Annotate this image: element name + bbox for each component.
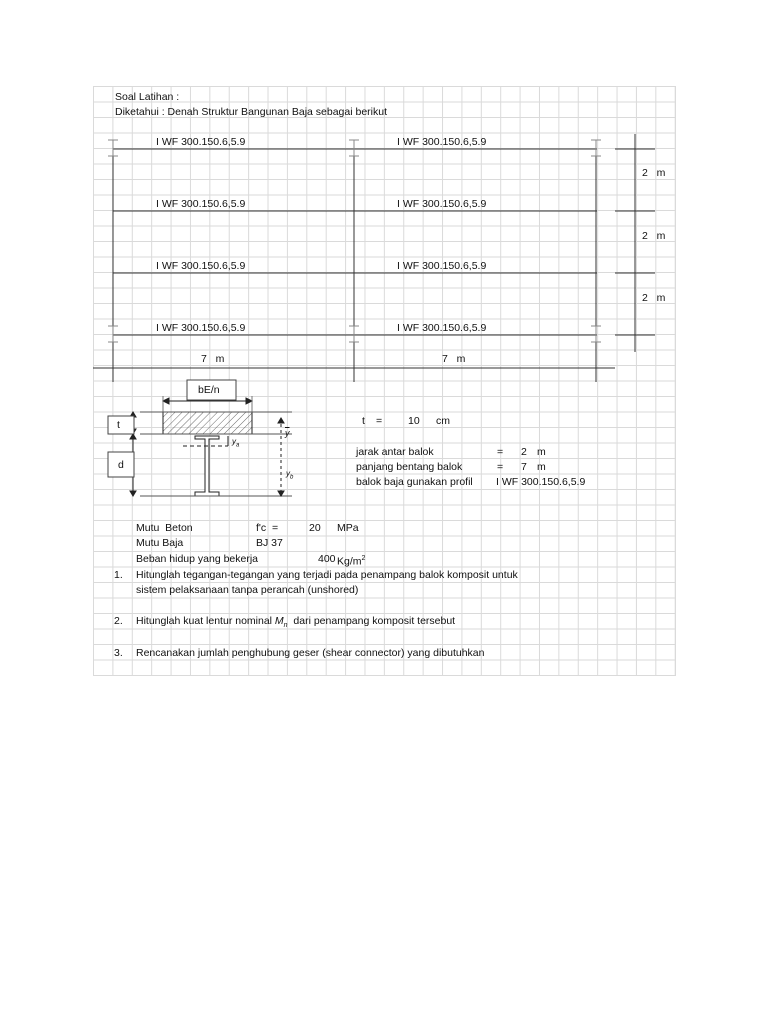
param-t-unit: cm: [436, 415, 450, 427]
spacing-label: 2 m: [642, 167, 666, 179]
beam-label: I WF 300.150.6,5.9: [156, 198, 246, 210]
concrete-slab: [163, 412, 252, 434]
spacing-label: 2 m: [642, 230, 666, 242]
column-marker: [591, 140, 601, 156]
param-name: panjang bentang balok: [356, 461, 463, 473]
effective-width-label: bE/n: [198, 384, 220, 396]
beam-label: I WF 300.150.6,5.9: [156, 260, 246, 272]
live-load-value: 400: [318, 553, 336, 565]
param-t-value: 10: [408, 415, 420, 427]
exercise-title: Soal Latihan :: [115, 91, 180, 103]
param-unit: m: [537, 446, 546, 458]
spacing-label: 2 m: [642, 292, 666, 304]
material-concrete-symbol: f'c =: [256, 522, 279, 534]
param-name: jarak antar balok: [356, 446, 434, 458]
yb-label: $y_b$: [286, 469, 294, 481]
column-marker: [349, 140, 359, 156]
slab-thickness-label: t: [117, 419, 120, 431]
question-text: Hitunglah kuat lentur nominal $M_n$ dari penampang komposit tersebut: [136, 615, 456, 630]
column-marker: [108, 140, 118, 156]
column-marker: [349, 326, 359, 342]
material-steel-value: BJ 37: [256, 537, 283, 549]
question-text: sistem pelaksanaan tanpa perancah (unshored): [136, 584, 359, 596]
span-label: 7 m: [442, 353, 466, 365]
profile-depth-label: d: [118, 459, 124, 471]
material-concrete-value: 20: [309, 522, 321, 534]
beam-label: I WF 300.150.6,5.9: [397, 136, 487, 148]
beam-label: I WF 300.150.6,5.9: [397, 260, 487, 272]
ya-label: $y_a$: [232, 437, 240, 449]
given-statement: Diketahui : Denah Struktur Bangunan Baja sebagai berikut: [115, 106, 388, 118]
question-number: 1.: [114, 569, 123, 581]
param-value: I WF 300.150.6,5.9: [496, 476, 586, 488]
param-value: 7: [521, 461, 527, 473]
span-label: 7 m: [201, 353, 225, 365]
beam-label: I WF 300.150.6,5.9: [156, 322, 246, 334]
question-number: 3.: [114, 647, 123, 659]
param-t-name: t: [362, 415, 365, 427]
question-number: 2.: [114, 615, 123, 627]
live-load-unit: $Kg/m^2$: [337, 555, 366, 568]
column-marker: [591, 326, 601, 342]
question-text: Hitunglah tegangan-tegangan yang terjadi pada penampang balok komposit untuk: [136, 569, 518, 581]
steel-profile: [195, 436, 219, 496]
ybar-label: $\overline{y}$: [285, 428, 290, 438]
question-text: Rencanakan jumlah penghubung geser (shear connector) yang dibutuhkan: [136, 647, 485, 659]
column-marker: [108, 326, 118, 342]
material-concrete-unit: MPa: [337, 522, 359, 534]
live-load-name: Beban hidup yang bekerja: [136, 553, 259, 565]
param-eq: =: [497, 461, 504, 473]
beam-label: I WF 300.150.6,5.9: [397, 322, 487, 334]
beam-label: I WF 300.150.6,5.9: [397, 198, 487, 210]
param-eq: =: [497, 446, 504, 458]
param-t-eq: =: [376, 415, 383, 427]
material-steel-name: Mutu Baja: [136, 537, 184, 549]
beam-label: I WF 300.150.6,5.9: [156, 136, 246, 148]
param-name: balok baja gunakan profil: [356, 476, 473, 488]
param-unit: m: [537, 461, 546, 473]
material-concrete-name: Mutu Beton: [136, 522, 193, 534]
param-value: 2: [521, 446, 527, 458]
